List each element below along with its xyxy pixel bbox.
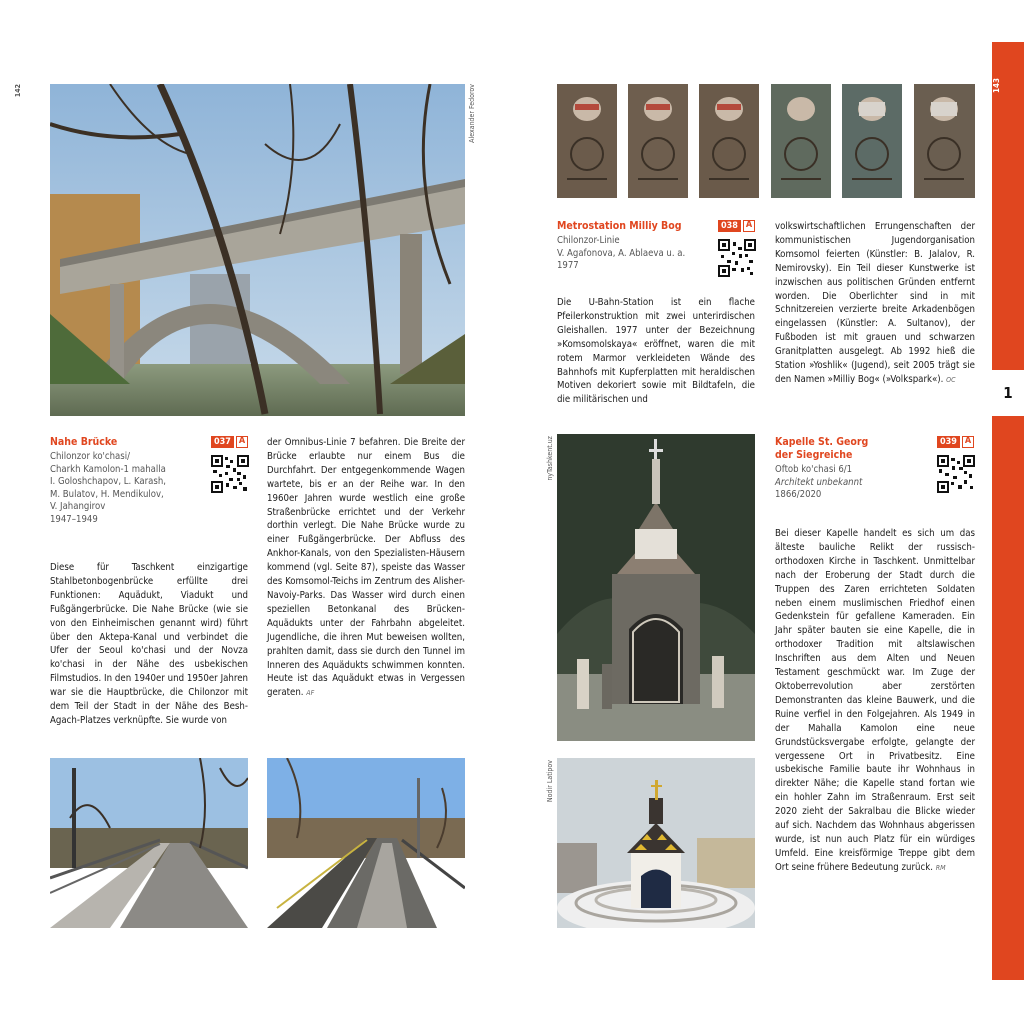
entry-038-meta: [557, 235, 717, 273]
entry-037-text-col2-body: der Omnibus-Linie 7 befahren. Die Breite der Brücke erlaubte nur einem Bus die Durchfahrt. Der entgegenkommende Wagen wartete, bis er an der Reihe war. In den 1960er Jahren wurde westlich eine große Straßenbrücke errichtet und der Verkehr dorthin verlegt. Die Nahe Brücke wurde zu einer Fußgängerbrücke. Der Abfluss des Ankhor-Kanals, von den Spezialisten-Häusern kommend (vgl. Seite 87), speiste das Wasser des Komsomol-Teichs im Zentrum des Alisher-Navoiy-Parks. Das Wasser wird durch einen speziellen Betonkanal des Brücken-Aquädukts unter der Fahrbahn abgeleitet. Jugendliche, die ihren Mut beweisen wollten, prahlten damit, dass sie durch den Tunnel im Inneren des Aquädukts schwimmen konnten. Heute ist das Aquädukt etwas in Vergessen geraten.: [267, 437, 465, 699]
entry-039-title-line: der Siegreiche: [775, 449, 853, 461]
chapel-historic-photo: [557, 434, 755, 741]
entry-037-meta-line: 1947–1949: [50, 513, 98, 525]
entry-039-text: [775, 527, 975, 876]
entry-039-title: [775, 436, 868, 462]
entry-038-number: 038: [718, 220, 741, 232]
entry-039-meta-year: 1866/2020: [775, 489, 822, 500]
bridge-walkway-photo-2: [267, 758, 465, 928]
entry-038-text-col2: [775, 220, 975, 388]
right-page-number: 143: [992, 78, 1001, 94]
entry-039-badge: [937, 436, 974, 448]
entry-037-text-col2: [267, 436, 465, 701]
entry-038-meta-line: Chilonzor-Linie: [557, 235, 620, 246]
entry-039-text-body: Bei dieser Kapelle handelt es sich um das älteste bauliche Relikt der russisch-orthodoxen Kirche in Taschkent. Unmittelbar nach der Eroberung der Stadt durch die Truppen des Zaren errichteten Soldaten neben einem muslimischen Friedhof einen Gedenkstein für gefallene Kameraden. Ein Jahr später bauten sie eine Kapelle, die in orthodoxer Tradition mit altslawischen Inschriften aus dem Alten und Neuen Testament geschmückt war. Im Zuge der Oktoberrevolution aber zerstörten Demonstranten das kleine Bauwerk, und die Ruine verfiel in den Folgejahren. Als 1949 in der Mahalla Kamolon eine neue Grundstücksvergabe erfolgte, gelangte der vergessene Ort in Privatbesitz. Eine usbekische Familie baute ihr Wohnhaus in direkter Nähe; die Kapelle stand fortan wie ein hohler Zahn im Straßenraum. Erst seit 2020 zieht der Sakralbau die Blicke wieder auf sich. Nachdem das Wohnhaus abgerissen wurde, ist nun auch Platz für ein würdiges Umfeld. Eine kreisförmige Treppe gibt dem Ort seine frühere Bedeutung zurück.: [775, 528, 975, 873]
entry-037-category: A: [236, 436, 248, 448]
entry-037-meta-line: I. Goloshchapov, L. Karash,: [50, 476, 166, 487]
entry-038-text-col1: Die U-Bahn-Station ist ein flache Pfeilerkonstruktion mit zwei unterirdischen Gleishallen. 1977 unter der Bezeichnung »Komsomolskaya« eröffnet, waren die mit rotem Marmor verkleideten Wände des Bahnhofs mit Kupferplatten mit heraldischen Motiven dekoriert sowie mit Bildtafeln, die die militärischen und: [557, 297, 755, 406]
bridge-photo: [50, 84, 465, 416]
entry-037-meta: [50, 451, 210, 526]
entry-038-badge: [718, 220, 755, 232]
entry-037-author: AF: [306, 689, 315, 698]
entry-037-title: Nahe Brücke: [50, 436, 118, 448]
entry-038-qr-code[interactable]: [718, 239, 756, 277]
entry-038-meta-line: V. Agafonova, A. Ablaeva u. a.: [557, 247, 686, 259]
chapel-old-photo-credit: nyTashkent.uz: [546, 436, 554, 481]
entry-039-qr-code[interactable]: [937, 455, 975, 493]
bridge-photo-credit: Alexander Fedorov: [468, 84, 476, 143]
entry-038-category: A: [743, 220, 755, 232]
entry-037-text-col1: Diese für Taschkent einzigartige Stahlbetonbogenbrücke erfüllte drei Funktionen: Aquädukt, Viadukt und Fußgängerbrücke. Die Nahe Brücke (wie sie von den Einheimischen genannt wird) führt über den Aktepa-Kanal und verbindet die Ufer der Seoul ko'chasi und der Novza ko'chasi in der Nähe des usbekischen Filmstudios. In den 1940er und 1950er Jahren war sie die Hauptbrücke, die Chilonzor mit dem Teil der Stadt in der Nähe des Besh-Agach-Platzes verknüpfte. Sie wurde von: [50, 562, 248, 726]
entry-039-author: RM: [935, 863, 946, 872]
entry-037-meta-line: Chilonzor ko'chasi/: [50, 451, 130, 462]
entry-037-qr-code[interactable]: [211, 455, 249, 493]
entry-039-category: A: [962, 436, 974, 448]
entry-038-title: Metrostation Milliy Bog: [557, 220, 682, 232]
entry-037-meta-line: M. Bulatov, H. Mendikulov,: [50, 488, 164, 500]
chapel-new-photo-credit: Nodir Latipov: [546, 760, 554, 803]
entry-039-architect: Architekt unbekannt: [775, 476, 863, 488]
entry-038-text-col2-body: volkswirtschaftlichen Errungenschaften der kommunistischen Jugendorganisation Komsomol feierten (Künstler: B. Jalalov, R. Nemirovsky). Ein Teil dieser Kunstwerke ist inzwischen aus politischen Gründen entfernt worden. Die Oberlichter sind in mit Schnitzereien verzierte breite Arkadenbögen eingelassen (Künstler: A. Sultanov), der Fußboden ist mit grauen und schwarzen Granitplatten ausgelegt. Ab 1992 hieß die Station »Yoshlik« (Jugend), seit 2005 trägt sie den Namen »Milliy Bog« (»Volkspark«).: [775, 221, 975, 385]
chapter-tab-bar: [992, 42, 1024, 980]
entry-037-badge: [211, 436, 248, 448]
entry-039-meta-line: Oftob ko'chasi 6/1: [775, 464, 853, 475]
entry-039-meta: [775, 464, 935, 502]
entry-037-meta-line: V. Jahangirov: [50, 501, 106, 512]
chapter-tab-number: 1: [992, 370, 1024, 416]
metro-panels-photo-strip: [557, 84, 975, 198]
entry-039-meta-architect: [775, 477, 935, 490]
entry-037-number: 037: [211, 436, 234, 448]
chapel-modern-photo: [557, 758, 755, 928]
left-page-number: 142: [14, 84, 22, 98]
entry-039-number: 039: [937, 436, 960, 448]
entry-038-meta-line: 1977: [557, 260, 579, 271]
entry-038-author: OC: [946, 375, 956, 384]
bridge-walkway-photo-1: [50, 758, 248, 928]
entry-037-meta-line: Charkh Kamolon-1 mahalla: [50, 463, 166, 475]
entry-039-title-line: Kapelle St. Georg: [775, 436, 869, 448]
